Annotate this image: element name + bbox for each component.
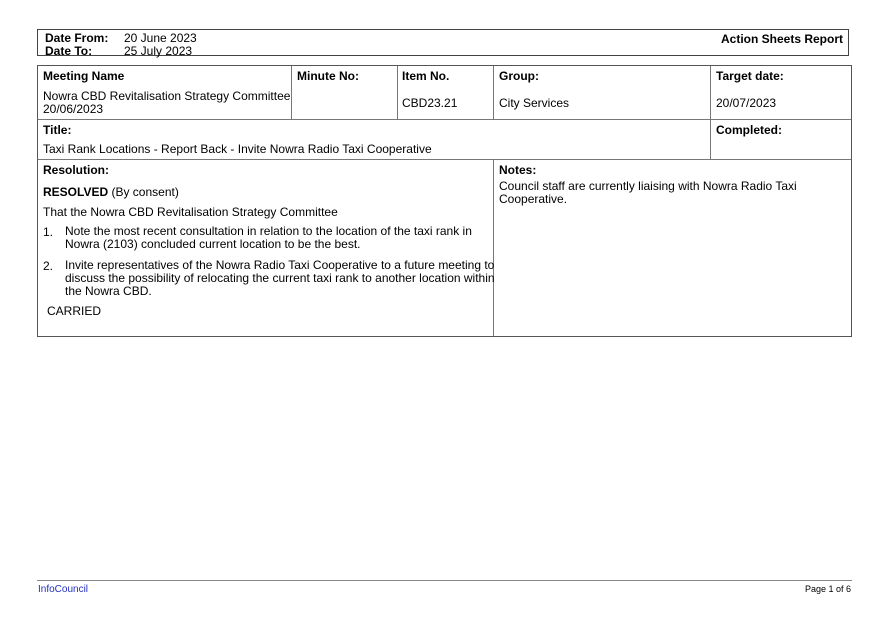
meeting-name-header: Meeting Name <box>43 69 125 83</box>
column-divider <box>493 66 494 119</box>
title-value: Taxi Rank Locations - Report Back - Invite Nowra Radio Taxi Cooperative <box>43 142 432 156</box>
date-to-label: Date To: <box>45 44 93 58</box>
notes-value <box>499 180 797 206</box>
notes-line: Council staff are currently liaising with Nowra Radio Taxi <box>499 179 797 193</box>
list-item-number: 1. <box>43 225 54 239</box>
column-divider <box>710 66 711 159</box>
meeting-name-value <box>43 90 290 116</box>
list-item-number: 2. <box>43 259 54 273</box>
list-item-line: Note the most recent consultation in relation to the location of the taxi rank in <box>65 224 472 238</box>
item-no-header: Item No. <box>402 69 450 83</box>
date-range-box <box>37 29 849 56</box>
group-header: Group: <box>499 69 539 83</box>
carried-status: CARRIED <box>47 304 102 318</box>
resolved-keyword: RESOLVED <box>43 185 109 199</box>
resolved-qualifier: (By consent) <box>108 185 179 199</box>
row-divider <box>38 159 851 160</box>
column-divider <box>397 66 398 119</box>
date-to-value: 25 July 2023 <box>124 44 193 58</box>
list-item-line: Invite representatives of the Nowra Radio Taxi Cooperative to a future meeting to <box>65 258 495 272</box>
group-value: City Services <box>499 96 570 110</box>
list-item-line: discuss the possibility of relocating the current taxi rank to another location within <box>65 271 495 285</box>
column-divider <box>493 159 494 336</box>
meeting-date-line: 20/06/2023 <box>43 102 104 116</box>
date-from-label: Date From: <box>45 31 109 45</box>
footer-brand: InfoCouncil <box>38 584 89 595</box>
action-sheet-table <box>37 65 852 337</box>
target-date-value: 20/07/2023 <box>716 96 777 110</box>
date-to-row <box>45 45 192 58</box>
list-item-line: the Nowra CBD. <box>65 284 152 298</box>
column-divider <box>291 66 292 119</box>
completed-header: Completed: <box>716 123 782 137</box>
item-no-value: CBD23.21 <box>402 96 458 110</box>
report-title: Action Sheets Report <box>720 32 843 46</box>
list-item <box>65 225 472 251</box>
target-date-header: Target date: <box>716 69 784 83</box>
footer-divider <box>37 580 852 581</box>
notes-line: Cooperative. <box>499 192 568 206</box>
resolution-header: Resolution: <box>43 163 109 177</box>
list-item <box>65 259 495 298</box>
page-number: Page 1 of 6 <box>804 584 851 594</box>
minute-no-header: Minute No: <box>297 69 359 83</box>
row-divider <box>38 119 851 120</box>
meeting-name-line: Nowra CBD Revitalisation Strategy Committee <box>43 89 291 103</box>
resolved-line <box>43 186 179 199</box>
title-header: Title: <box>43 123 72 137</box>
date-from-value: 20 June 2023 <box>124 31 197 45</box>
list-item-line: Nowra (2103) concluded current location to be the best. <box>65 237 361 251</box>
resolution-intro: That the Nowra CBD Revitalisation Strategy Committee <box>43 205 338 219</box>
notes-header: Notes: <box>499 163 537 177</box>
